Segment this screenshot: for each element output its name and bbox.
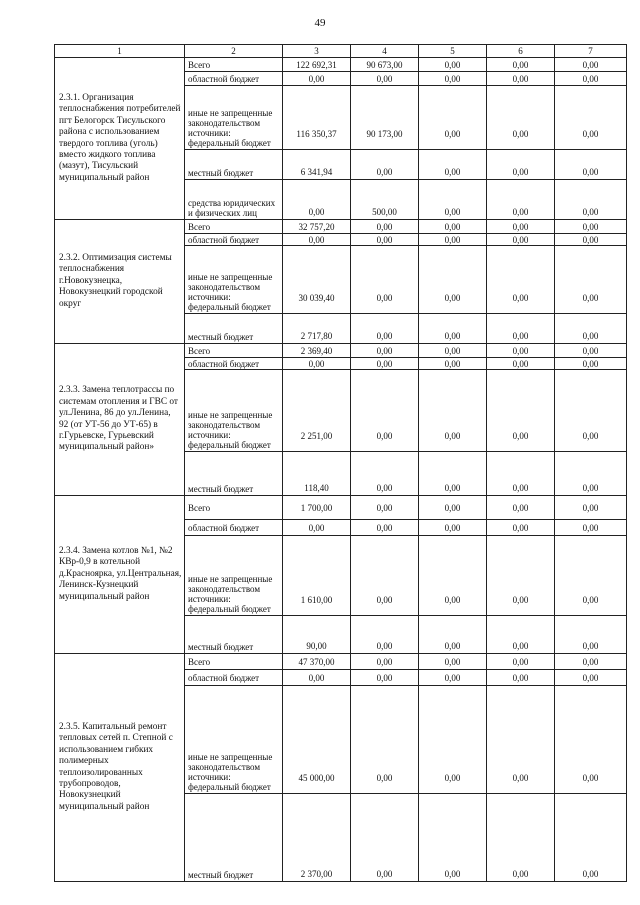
amount-cell: 45 000,00 xyxy=(283,686,351,794)
funding-source: местный бюджет xyxy=(185,452,283,496)
funding-source: иные не запрещенные законодательством источники: федеральный бюджет xyxy=(185,536,283,616)
measure-title: 2.3.5. Капитальный ремонт тепловых сетей п. Степной с использованием гибких полимерных теплоизолированных трубопроводов, Новокузнецкий муниципальный район xyxy=(55,654,185,882)
amount-cell: 0,00 xyxy=(555,234,627,246)
funding-source: местный бюджет xyxy=(185,794,283,882)
amount-cell: 0,00 xyxy=(419,72,487,86)
amount-cell: 0,00 xyxy=(555,86,627,150)
amount-cell: 0,00 xyxy=(351,234,419,246)
amount-cell: 0,00 xyxy=(419,496,487,520)
funding-source: областной бюджет xyxy=(185,72,283,86)
amount-cell: 0,00 xyxy=(487,86,555,150)
amount-cell: 0,00 xyxy=(555,314,627,344)
funding-source: средства юридических и физических лиц xyxy=(185,180,283,220)
amount-cell: 0,00 xyxy=(419,150,487,180)
funding-source: областной бюджет xyxy=(185,358,283,370)
amount-cell: 0,00 xyxy=(351,370,419,452)
amount-cell: 0,00 xyxy=(351,794,419,882)
amount-cell: 0,00 xyxy=(419,452,487,496)
funding-source: Всего xyxy=(185,220,283,234)
amount-cell: 0,00 xyxy=(487,536,555,616)
funding-source: областной бюджет xyxy=(185,234,283,246)
amount-cell: 0,00 xyxy=(555,72,627,86)
table-row xyxy=(55,220,627,234)
column-header: 2 xyxy=(185,45,283,58)
amount-cell: 0,00 xyxy=(419,86,487,150)
amount-cell: 0,00 xyxy=(283,520,351,536)
budget-table xyxy=(54,44,627,882)
amount-cell: 0,00 xyxy=(351,150,419,180)
amount-cell: 0,00 xyxy=(555,220,627,234)
table-row xyxy=(55,496,627,520)
amount-cell: 30 039,40 xyxy=(283,246,351,314)
amount-cell: 0,00 xyxy=(419,670,487,686)
page-number: 49 xyxy=(314,17,326,29)
amount-cell: 0,00 xyxy=(351,670,419,686)
amount-cell: 2 369,40 xyxy=(283,344,351,358)
amount-cell: 0,00 xyxy=(487,58,555,72)
amount-cell: 0,00 xyxy=(487,150,555,180)
table-row xyxy=(55,654,627,670)
amount-cell: 0,00 xyxy=(351,314,419,344)
amount-cell: 0,00 xyxy=(283,180,351,220)
amount-cell: 0,00 xyxy=(487,370,555,452)
funding-source: Всего xyxy=(185,496,283,520)
amount-cell: 0,00 xyxy=(555,452,627,496)
amount-cell: 122 692,31 xyxy=(283,58,351,72)
amount-cell: 0,00 xyxy=(555,496,627,520)
table-row xyxy=(55,58,627,72)
amount-cell: 2 251,00 xyxy=(283,370,351,452)
amount-cell: 0,00 xyxy=(419,370,487,452)
amount-cell: 0,00 xyxy=(555,358,627,370)
column-header: 4 xyxy=(351,45,419,58)
amount-cell: 90,00 xyxy=(283,616,351,654)
amount-cell: 0,00 xyxy=(555,246,627,314)
amount-cell: 0,00 xyxy=(555,520,627,536)
header-row xyxy=(55,45,627,58)
funding-source: местный бюджет xyxy=(185,150,283,180)
funding-source: областной бюджет xyxy=(185,670,283,686)
funding-source: Всего xyxy=(185,344,283,358)
amount-cell: 0,00 xyxy=(555,536,627,616)
amount-cell: 0,00 xyxy=(351,344,419,358)
column-header: 6 xyxy=(487,45,555,58)
funding-source: Всего xyxy=(185,58,283,72)
amount-cell: 116 350,37 xyxy=(283,86,351,150)
amount-cell: 0,00 xyxy=(419,794,487,882)
amount-cell: 0,00 xyxy=(351,536,419,616)
amount-cell: 0,00 xyxy=(283,358,351,370)
amount-cell: 0,00 xyxy=(351,452,419,496)
amount-cell: 0,00 xyxy=(283,670,351,686)
amount-cell: 0,00 xyxy=(351,654,419,670)
amount-cell: 0,00 xyxy=(487,314,555,344)
amount-cell: 0,00 xyxy=(487,670,555,686)
amount-cell: 0,00 xyxy=(487,220,555,234)
amount-cell: 0,00 xyxy=(419,686,487,794)
measure-title: 2.3.1. Организация теплоснабжения потребителей пгт Белогорск Тисульского района с использованием твердого топлива (уголь) вместо жидкого топлива (мазут), Тисульский муниципальный район xyxy=(55,58,185,220)
amount-cell: 32 757,20 xyxy=(283,220,351,234)
funding-source: иные не запрещенные законодательством источники: федеральный бюджет xyxy=(185,86,283,150)
column-header: 1 xyxy=(55,45,185,58)
amount-cell: 0,00 xyxy=(419,536,487,616)
amount-cell: 0,00 xyxy=(555,616,627,654)
measure-title: 2.3.4. Замена котлов №1, №2 КВр-0,9 в котельной д.Красноярка, ул.Центральная, Ленинск-Кузнецкий муниципальный район xyxy=(55,496,185,654)
amount-cell: 0,00 xyxy=(487,686,555,794)
column-header: 3 xyxy=(283,45,351,58)
measure-title: 2.3.2. Оптимизация системы теплоснабжения г.Новокузнецка, Новокузнецкий городской округ xyxy=(55,220,185,344)
measure-title: 2.3.3. Замена теплотрассы по системам отопления и ГВС от ул.Ленина, 86 до ул.Ленина, 92 (от УТ-56 до УТ-65) в г.Гурьевске, Гурьевский муниципальный район» xyxy=(55,344,185,496)
amount-cell: 0,00 xyxy=(487,794,555,882)
amount-cell: 0,00 xyxy=(419,616,487,654)
amount-cell: 0,00 xyxy=(487,616,555,654)
amount-cell: 0,00 xyxy=(555,58,627,72)
column-header: 5 xyxy=(419,45,487,58)
amount-cell: 0,00 xyxy=(351,686,419,794)
amount-cell: 0,00 xyxy=(487,246,555,314)
amount-cell: 0,00 xyxy=(555,150,627,180)
amount-cell: 0,00 xyxy=(487,234,555,246)
column-header: 7 xyxy=(555,45,627,58)
amount-cell: 0,00 xyxy=(487,358,555,370)
amount-cell: 0,00 xyxy=(555,654,627,670)
amount-cell: 90 173,00 xyxy=(351,86,419,150)
amount-cell: 0,00 xyxy=(351,616,419,654)
amount-cell: 0,00 xyxy=(555,794,627,882)
funding-source: Всего xyxy=(185,654,283,670)
amount-cell: 118,40 xyxy=(283,452,351,496)
funding-source: иные не запрещенные законодательством источники: федеральный бюджет xyxy=(185,246,283,314)
table-row xyxy=(55,344,627,358)
amount-cell: 1 700,00 xyxy=(283,496,351,520)
amount-cell: 0,00 xyxy=(487,520,555,536)
funding-source: местный бюджет xyxy=(185,314,283,344)
amount-cell: 0,00 xyxy=(487,72,555,86)
amount-cell: 0,00 xyxy=(351,358,419,370)
amount-cell: 0,00 xyxy=(419,358,487,370)
funding-source: иные не запрещенные законодательством источники: федеральный бюджет xyxy=(185,370,283,452)
amount-cell: 0,00 xyxy=(419,520,487,536)
funding-source: местный бюджет xyxy=(185,616,283,654)
amount-cell: 2 717,80 xyxy=(283,314,351,344)
amount-cell: 0,00 xyxy=(283,72,351,86)
amount-cell: 6 341,94 xyxy=(283,150,351,180)
amount-cell: 0,00 xyxy=(419,314,487,344)
amount-cell: 0,00 xyxy=(487,180,555,220)
amount-cell: 0,00 xyxy=(555,344,627,358)
amount-cell: 0,00 xyxy=(487,344,555,358)
amount-cell: 47 370,00 xyxy=(283,654,351,670)
amount-cell: 0,00 xyxy=(351,520,419,536)
amount-cell: 0,00 xyxy=(487,654,555,670)
amount-cell: 0,00 xyxy=(351,72,419,86)
amount-cell: 0,00 xyxy=(555,686,627,794)
amount-cell: 0,00 xyxy=(487,452,555,496)
amount-cell: 0,00 xyxy=(419,220,487,234)
funding-source: областной бюджет xyxy=(185,520,283,536)
amount-cell: 0,00 xyxy=(351,246,419,314)
amount-cell: 0,00 xyxy=(487,496,555,520)
funding-source: иные не запрещенные законодательством источники: федеральный бюджет xyxy=(185,686,283,794)
amount-cell: 0,00 xyxy=(283,234,351,246)
amount-cell: 0,00 xyxy=(555,180,627,220)
amount-cell: 2 370,00 xyxy=(283,794,351,882)
amount-cell: 0,00 xyxy=(351,220,419,234)
amount-cell: 0,00 xyxy=(419,180,487,220)
amount-cell: 0,00 xyxy=(419,234,487,246)
amount-cell: 0,00 xyxy=(351,496,419,520)
amount-cell: 90 673,00 xyxy=(351,58,419,72)
amount-cell: 0,00 xyxy=(555,670,627,686)
amount-cell: 0,00 xyxy=(419,654,487,670)
amount-cell: 1 610,00 xyxy=(283,536,351,616)
amount-cell: 500,00 xyxy=(351,180,419,220)
amount-cell: 0,00 xyxy=(419,246,487,314)
amount-cell: 0,00 xyxy=(419,344,487,358)
amount-cell: 0,00 xyxy=(419,58,487,72)
amount-cell: 0,00 xyxy=(555,370,627,452)
